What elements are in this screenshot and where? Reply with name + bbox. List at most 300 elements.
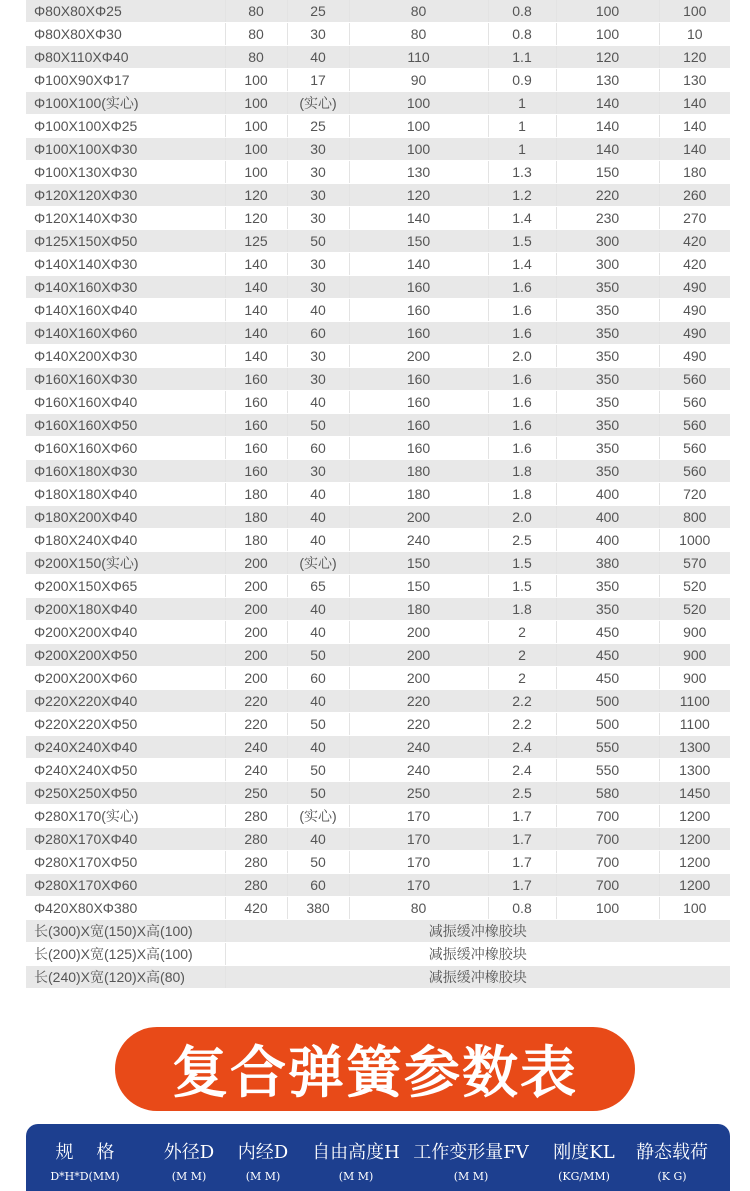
cell-deformation: 1.6 bbox=[488, 276, 556, 299]
cell-static-load: 900 bbox=[659, 644, 730, 667]
cell-inner-diameter: (实心) bbox=[287, 92, 349, 115]
cell-stiffness: 700 bbox=[556, 874, 659, 897]
cell-outer-diameter: 140 bbox=[225, 345, 287, 368]
cell-stiffness: 500 bbox=[556, 713, 659, 736]
cell-outer-diameter: 160 bbox=[225, 437, 287, 460]
rubber-spring-spec-table bbox=[26, 0, 730, 989]
table-row bbox=[26, 828, 730, 851]
cell-inner-diameter: 25 bbox=[287, 0, 349, 23]
cell-inner-diameter: 17 bbox=[287, 69, 349, 92]
cell-deformation: 2 bbox=[488, 644, 556, 667]
cell-stiffness: 450 bbox=[556, 644, 659, 667]
cell-inner-diameter: 60 bbox=[287, 322, 349, 345]
cell-static-load: 900 bbox=[659, 667, 730, 690]
cell-inner-diameter: 30 bbox=[287, 345, 349, 368]
table-row bbox=[26, 759, 730, 782]
param-deform-label: 工作变形量FV bbox=[413, 1142, 529, 1163]
cell-stiffness: 350 bbox=[556, 575, 659, 598]
cell-outer-diameter: 140 bbox=[225, 299, 287, 322]
cell-static-load: 420 bbox=[659, 230, 730, 253]
cell-spec: Φ200X200XΦ60 bbox=[26, 667, 225, 690]
cell-deformation: 2.2 bbox=[488, 713, 556, 736]
cell-spec: Φ180X200XΦ40 bbox=[26, 506, 225, 529]
cell-inner-diameter: 40 bbox=[287, 506, 349, 529]
cell-static-load: 900 bbox=[659, 621, 730, 644]
cell-deformation: 1.6 bbox=[488, 391, 556, 414]
cell-stiffness: 350 bbox=[556, 276, 659, 299]
cell-free-height: 240 bbox=[349, 736, 488, 759]
cell-stiffness: 550 bbox=[556, 759, 659, 782]
cell-static-load: 570 bbox=[659, 552, 730, 575]
cell-spec: Φ140X160XΦ30 bbox=[26, 276, 225, 299]
cell-deformation: 2.4 bbox=[488, 736, 556, 759]
cell-outer-diameter: 250 bbox=[225, 782, 287, 805]
cell-deformation: 0.8 bbox=[488, 0, 556, 23]
cell-stiffness: 400 bbox=[556, 483, 659, 506]
cell-outer-diameter: 140 bbox=[225, 253, 287, 276]
cell-spec: Φ80X110XΦ40 bbox=[26, 46, 225, 69]
cell-stiffness: 700 bbox=[556, 805, 659, 828]
table-row bbox=[26, 874, 730, 897]
cell-spec: Φ100X100(实心) bbox=[26, 92, 225, 115]
cell-static-load: 270 bbox=[659, 207, 730, 230]
cell-free-height: 200 bbox=[349, 621, 488, 644]
table-row bbox=[26, 368, 730, 391]
table-row bbox=[26, 184, 730, 207]
cell-inner-diameter: 50 bbox=[287, 851, 349, 874]
param-spec-unit: D*H*D(MM) bbox=[50, 1170, 120, 1183]
cell-free-height: 150 bbox=[349, 230, 488, 253]
cell-inner-diameter: 50 bbox=[287, 782, 349, 805]
cell-outer-diameter: 280 bbox=[225, 851, 287, 874]
cell-deformation: 1.7 bbox=[488, 851, 556, 874]
table-row bbox=[26, 437, 730, 460]
table-row bbox=[26, 276, 730, 299]
cell-free-height: 250 bbox=[349, 782, 488, 805]
cell-static-load: 490 bbox=[659, 299, 730, 322]
cell-free-height: 160 bbox=[349, 391, 488, 414]
cell-deformation: 1.1 bbox=[488, 46, 556, 69]
cell-spec: Φ420X80XΦ380 bbox=[26, 897, 225, 920]
cell-stiffness: 350 bbox=[556, 391, 659, 414]
cell-static-load: 720 bbox=[659, 483, 730, 506]
table-row bbox=[26, 299, 730, 322]
cell-static-load: 560 bbox=[659, 391, 730, 414]
cell-static-load: 420 bbox=[659, 253, 730, 276]
cell-deformation: 1.5 bbox=[488, 230, 556, 253]
table-row bbox=[26, 414, 730, 437]
cell-spec: Φ160X160XΦ60 bbox=[26, 437, 225, 460]
cell-free-height: 100 bbox=[349, 92, 488, 115]
param-deform-unit: (M M) bbox=[453, 1170, 489, 1183]
cell-spec: Φ220X220XΦ50 bbox=[26, 713, 225, 736]
cell-spec: Φ100X100XΦ30 bbox=[26, 138, 225, 161]
cell-inner-diameter: 30 bbox=[287, 207, 349, 230]
cell-inner-diameter: 40 bbox=[287, 299, 349, 322]
cell-spec: Φ280X170(实心) bbox=[26, 805, 225, 828]
cell-static-load: 260 bbox=[659, 184, 730, 207]
cell-deformation: 0.8 bbox=[488, 23, 556, 46]
cell-free-height: 140 bbox=[349, 253, 488, 276]
cell-inner-diameter: 30 bbox=[287, 23, 349, 46]
cell-inner-diameter: 380 bbox=[287, 897, 349, 920]
cell-inner-diameter: 30 bbox=[287, 253, 349, 276]
cell-static-load: 800 bbox=[659, 506, 730, 529]
cell-spec: Φ200X200XΦ40 bbox=[26, 621, 225, 644]
cell-static-load: 140 bbox=[659, 92, 730, 115]
cell-inner-diameter: 65 bbox=[287, 575, 349, 598]
cell-inner-diameter: 40 bbox=[287, 483, 349, 506]
cell-outer-diameter: 160 bbox=[225, 414, 287, 437]
cell-stiffness: 550 bbox=[556, 736, 659, 759]
cell-stiffness: 100 bbox=[556, 0, 659, 23]
table-row bbox=[26, 782, 730, 805]
cell-static-load: 560 bbox=[659, 414, 730, 437]
cell-stiffness: 140 bbox=[556, 92, 659, 115]
param-inner-unit: (M M) bbox=[245, 1170, 281, 1183]
param-static-load-unit: (K G) bbox=[657, 1170, 687, 1183]
cell-static-load: 1100 bbox=[659, 690, 730, 713]
table-row bbox=[26, 69, 730, 92]
param-col-inner-diameter bbox=[228, 1124, 298, 1183]
cell-static-load: 1200 bbox=[659, 874, 730, 897]
cell-static-load: 490 bbox=[659, 322, 730, 345]
cell-spec: Φ160X160XΦ50 bbox=[26, 414, 225, 437]
cell-stiffness: 700 bbox=[556, 851, 659, 874]
table-row bbox=[26, 115, 730, 138]
table-row bbox=[26, 322, 730, 345]
cell-deformation: 1.7 bbox=[488, 828, 556, 851]
cell-static-load: 100 bbox=[659, 0, 730, 23]
cell-spec: Φ180X240XΦ40 bbox=[26, 529, 225, 552]
table-row bbox=[26, 0, 730, 23]
cell-inner-diameter: 30 bbox=[287, 161, 349, 184]
cell-spec: Φ200X180XΦ40 bbox=[26, 598, 225, 621]
cell-stiffness: 350 bbox=[556, 598, 659, 621]
cell-deformation: 1.5 bbox=[488, 575, 556, 598]
cell-stiffness: 130 bbox=[556, 69, 659, 92]
cell-static-load: 120 bbox=[659, 46, 730, 69]
cell-outer-diameter: 100 bbox=[225, 138, 287, 161]
cell-stiffness: 220 bbox=[556, 184, 659, 207]
cell-deformation: 1.6 bbox=[488, 299, 556, 322]
cell-deformation: 1.3 bbox=[488, 161, 556, 184]
table-row bbox=[26, 690, 730, 713]
cell-static-load: 140 bbox=[659, 138, 730, 161]
cell-outer-diameter: 240 bbox=[225, 736, 287, 759]
cell-stiffness: 140 bbox=[556, 138, 659, 161]
table-row bbox=[26, 713, 730, 736]
param-col-static-load bbox=[624, 1124, 720, 1183]
cell-outer-diameter: 100 bbox=[225, 92, 287, 115]
cell-deformation: 1.6 bbox=[488, 414, 556, 437]
cell-outer-diameter: 180 bbox=[225, 483, 287, 506]
cell-stiffness: 300 bbox=[556, 253, 659, 276]
table-row bbox=[26, 23, 730, 46]
cell-outer-diameter: 280 bbox=[225, 828, 287, 851]
cell-stiffness: 100 bbox=[556, 23, 659, 46]
cell-deformation: 1.8 bbox=[488, 598, 556, 621]
cell-spec: Φ160X160XΦ40 bbox=[26, 391, 225, 414]
cell-static-load: 180 bbox=[659, 161, 730, 184]
cell-free-height: 200 bbox=[349, 667, 488, 690]
param-inner-label: 内经D bbox=[237, 1142, 289, 1163]
table-row bbox=[26, 253, 730, 276]
cell-static-load: 1200 bbox=[659, 805, 730, 828]
table-row bbox=[26, 667, 730, 690]
cell-free-height: 160 bbox=[349, 322, 488, 345]
cell-static-load: 1000 bbox=[659, 529, 730, 552]
composite-spring-param-header bbox=[26, 1124, 730, 1191]
cell-deformation: 1.6 bbox=[488, 437, 556, 460]
cell-stiffness: 500 bbox=[556, 690, 659, 713]
cell-deformation: 1.6 bbox=[488, 322, 556, 345]
cell-outer-diameter: 180 bbox=[225, 529, 287, 552]
table-row-rubber-block bbox=[26, 920, 730, 943]
cell-spec: Φ125X150XΦ50 bbox=[26, 230, 225, 253]
cell-spec: Φ200X150(实心) bbox=[26, 552, 225, 575]
cell-static-load: 10 bbox=[659, 23, 730, 46]
cell-outer-diameter: 100 bbox=[225, 161, 287, 184]
cell-stiffness: 120 bbox=[556, 46, 659, 69]
cell-inner-diameter: 40 bbox=[287, 598, 349, 621]
cell-free-height: 180 bbox=[349, 460, 488, 483]
cell-free-height: 90 bbox=[349, 69, 488, 92]
cell-outer-diameter: 140 bbox=[225, 322, 287, 345]
cell-stiffness: 140 bbox=[556, 115, 659, 138]
cell-deformation: 1.4 bbox=[488, 207, 556, 230]
cell-stiffness: 100 bbox=[556, 897, 659, 920]
cell-outer-diameter: 200 bbox=[225, 598, 287, 621]
cell-spec: Φ240X240XΦ50 bbox=[26, 759, 225, 782]
table-row bbox=[26, 644, 730, 667]
cell-deformation: 2.0 bbox=[488, 506, 556, 529]
cell-inner-diameter: 40 bbox=[287, 690, 349, 713]
table-row bbox=[26, 506, 730, 529]
cell-stiffness: 350 bbox=[556, 299, 659, 322]
cell-deformation: 1 bbox=[488, 115, 556, 138]
table-row bbox=[26, 575, 730, 598]
param-outer-label: 外径D bbox=[163, 1142, 215, 1163]
table-row bbox=[26, 92, 730, 115]
cell-free-height: 110 bbox=[349, 46, 488, 69]
cell-static-load: 1200 bbox=[659, 851, 730, 874]
cell-stiffness: 230 bbox=[556, 207, 659, 230]
cell-free-height: 170 bbox=[349, 805, 488, 828]
spec-table-body bbox=[26, 0, 730, 989]
cell-deformation: 1.5 bbox=[488, 552, 556, 575]
cell-spec: Φ100X130XΦ30 bbox=[26, 161, 225, 184]
cell-deformation: 1.8 bbox=[488, 483, 556, 506]
cell-inner-diameter: 40 bbox=[287, 828, 349, 851]
cell-outer-diameter: 160 bbox=[225, 460, 287, 483]
table-row bbox=[26, 483, 730, 506]
cell-free-height: 160 bbox=[349, 368, 488, 391]
table-row bbox=[26, 805, 730, 828]
table-row bbox=[26, 621, 730, 644]
table-row bbox=[26, 736, 730, 759]
cell-spec: Φ280X170XΦ40 bbox=[26, 828, 225, 851]
cell-outer-diameter: 420 bbox=[225, 897, 287, 920]
cell-spec: Φ160X160XΦ30 bbox=[26, 368, 225, 391]
cell-free-height: 120 bbox=[349, 184, 488, 207]
cell-free-height: 150 bbox=[349, 552, 488, 575]
cell-stiffness: 380 bbox=[556, 552, 659, 575]
table-row bbox=[26, 138, 730, 161]
cell-static-load: 1300 bbox=[659, 736, 730, 759]
table-row bbox=[26, 460, 730, 483]
cell-static-load: 1450 bbox=[659, 782, 730, 805]
cell-inner-diameter: 60 bbox=[287, 437, 349, 460]
cell-inner-diameter: 50 bbox=[287, 759, 349, 782]
cell-outer-diameter: 200 bbox=[225, 552, 287, 575]
cell-free-height: 130 bbox=[349, 161, 488, 184]
cell-static-load: 520 bbox=[659, 598, 730, 621]
param-free-height-label: 自由高度H bbox=[312, 1142, 400, 1163]
cell-spec: Φ140X140XΦ30 bbox=[26, 253, 225, 276]
cell-inner-diameter: 50 bbox=[287, 414, 349, 437]
cell-outer-diameter: 220 bbox=[225, 713, 287, 736]
cell-spec: Φ280X170XΦ60 bbox=[26, 874, 225, 897]
cell-static-load: 560 bbox=[659, 368, 730, 391]
cell-spec: Φ280X170XΦ50 bbox=[26, 851, 225, 874]
cell-stiffness: 350 bbox=[556, 460, 659, 483]
cell-outer-diameter: 220 bbox=[225, 690, 287, 713]
cell-outer-diameter: 200 bbox=[225, 644, 287, 667]
param-col-deformation bbox=[408, 1124, 534, 1183]
cell-inner-diameter: 40 bbox=[287, 621, 349, 644]
cell-inner-diameter: 50 bbox=[287, 230, 349, 253]
cell-deformation: 2.4 bbox=[488, 759, 556, 782]
cell-static-load: 520 bbox=[659, 575, 730, 598]
cell-free-height: 150 bbox=[349, 575, 488, 598]
cell-free-height: 200 bbox=[349, 644, 488, 667]
cell-outer-diameter: 100 bbox=[225, 69, 287, 92]
cell-deformation: 1.6 bbox=[488, 368, 556, 391]
cell-spec: Φ120X120XΦ30 bbox=[26, 184, 225, 207]
cell-outer-diameter: 200 bbox=[225, 575, 287, 598]
cell-inner-diameter: 30 bbox=[287, 276, 349, 299]
table-row bbox=[26, 46, 730, 69]
cell-outer-diameter: 80 bbox=[225, 23, 287, 46]
table-row bbox=[26, 897, 730, 920]
cell-spec: Φ100X100XΦ25 bbox=[26, 115, 225, 138]
param-stiffness-unit: (KG/MM) bbox=[558, 1170, 610, 1183]
table-row bbox=[26, 529, 730, 552]
cell-free-height: 200 bbox=[349, 506, 488, 529]
cell-spec: Φ220X220XΦ40 bbox=[26, 690, 225, 713]
table-row bbox=[26, 552, 730, 575]
param-stiffness-label: 刚度KL bbox=[553, 1142, 615, 1163]
cell-inner-diameter: 50 bbox=[287, 713, 349, 736]
cell-outer-diameter: 280 bbox=[225, 874, 287, 897]
cell-static-load: 100 bbox=[659, 897, 730, 920]
cell-stiffness: 350 bbox=[556, 368, 659, 391]
cell-deformation: 2.0 bbox=[488, 345, 556, 368]
cell-inner-diameter: 30 bbox=[287, 368, 349, 391]
cell-spec: Φ240X240XΦ40 bbox=[26, 736, 225, 759]
cell-outer-diameter: 125 bbox=[225, 230, 287, 253]
cell-free-height: 100 bbox=[349, 115, 488, 138]
cell-free-height: 200 bbox=[349, 345, 488, 368]
cell-inner-diameter: 40 bbox=[287, 529, 349, 552]
cell-block-size: 长(300)X宽(150)X高(100) bbox=[26, 920, 225, 943]
cell-stiffness: 350 bbox=[556, 322, 659, 345]
param-free-height-unit: (M M) bbox=[338, 1170, 374, 1183]
cell-stiffness: 450 bbox=[556, 621, 659, 644]
cell-spec: Φ200X200XΦ50 bbox=[26, 644, 225, 667]
cell-spec: Φ140X160XΦ40 bbox=[26, 299, 225, 322]
table-row-rubber-block bbox=[26, 966, 730, 989]
cell-outer-diameter: 140 bbox=[225, 276, 287, 299]
cell-outer-diameter: 80 bbox=[225, 0, 287, 23]
cell-inner-diameter: 50 bbox=[287, 644, 349, 667]
param-col-free-height bbox=[306, 1124, 406, 1183]
cell-deformation: 2.5 bbox=[488, 782, 556, 805]
section-title: 复合弹簧参数表 bbox=[172, 1041, 578, 1106]
cell-free-height: 170 bbox=[349, 851, 488, 874]
cell-spec: Φ140X160XΦ60 bbox=[26, 322, 225, 345]
cell-outer-diameter: 200 bbox=[225, 621, 287, 644]
table-row bbox=[26, 207, 730, 230]
cell-stiffness: 150 bbox=[556, 161, 659, 184]
cell-spec: Φ120X140XΦ30 bbox=[26, 207, 225, 230]
cell-outer-diameter: 180 bbox=[225, 506, 287, 529]
cell-free-height: 80 bbox=[349, 0, 488, 23]
cell-inner-diameter: 25 bbox=[287, 115, 349, 138]
cell-static-load: 560 bbox=[659, 460, 730, 483]
cell-static-load: 560 bbox=[659, 437, 730, 460]
cell-inner-diameter: 40 bbox=[287, 391, 349, 414]
cell-free-height: 220 bbox=[349, 690, 488, 713]
cell-free-height: 80 bbox=[349, 897, 488, 920]
cell-deformation: 0.9 bbox=[488, 69, 556, 92]
table-row bbox=[26, 598, 730, 621]
cell-stiffness: 350 bbox=[556, 437, 659, 460]
cell-inner-diameter: (实心) bbox=[287, 552, 349, 575]
cell-deformation: 2 bbox=[488, 621, 556, 644]
cell-free-height: 240 bbox=[349, 759, 488, 782]
cell-spec: Φ100X90XΦ17 bbox=[26, 69, 225, 92]
cell-spec: Φ180X180XΦ40 bbox=[26, 483, 225, 506]
cell-outer-diameter: 240 bbox=[225, 759, 287, 782]
param-col-stiffness bbox=[546, 1124, 622, 1183]
section-title-banner bbox=[115, 1027, 635, 1111]
cell-free-height: 220 bbox=[349, 713, 488, 736]
cell-stiffness: 350 bbox=[556, 414, 659, 437]
spec-table-container bbox=[26, 0, 730, 989]
param-col-outer-diameter bbox=[154, 1124, 224, 1183]
table-row bbox=[26, 391, 730, 414]
cell-inner-diameter: 40 bbox=[287, 736, 349, 759]
table-row bbox=[26, 161, 730, 184]
table-row bbox=[26, 851, 730, 874]
cell-inner-diameter: 60 bbox=[287, 667, 349, 690]
cell-outer-diameter: 80 bbox=[225, 46, 287, 69]
cell-free-height: 160 bbox=[349, 414, 488, 437]
table-row bbox=[26, 230, 730, 253]
cell-deformation: 1.8 bbox=[488, 460, 556, 483]
cell-outer-diameter: 160 bbox=[225, 391, 287, 414]
cell-free-height: 80 bbox=[349, 23, 488, 46]
cell-deformation: 1.7 bbox=[488, 805, 556, 828]
cell-static-load: 1200 bbox=[659, 828, 730, 851]
cell-spec: Φ80X80XΦ30 bbox=[26, 23, 225, 46]
cell-free-height: 180 bbox=[349, 598, 488, 621]
cell-deformation: 1.2 bbox=[488, 184, 556, 207]
cell-stiffness: 450 bbox=[556, 667, 659, 690]
cell-spec: Φ250X250XΦ50 bbox=[26, 782, 225, 805]
